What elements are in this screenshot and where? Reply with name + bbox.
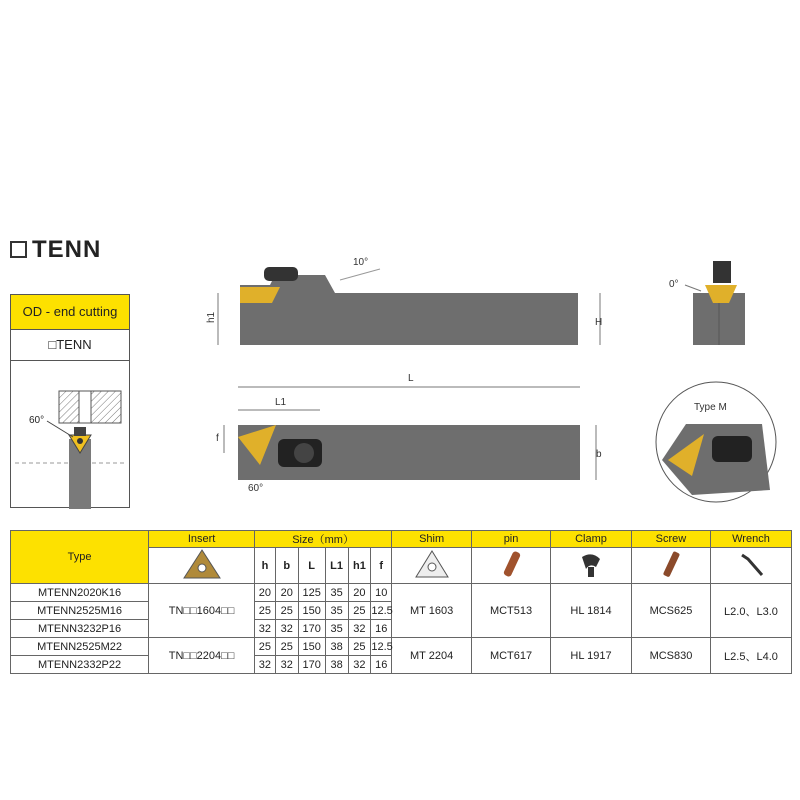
model-cell: MTENN2525M16 (11, 602, 149, 620)
f-label: f (216, 433, 219, 444)
value-f: 16 (371, 656, 392, 674)
clamp-header: Clamp (551, 531, 632, 548)
value-L: 170 (298, 656, 325, 674)
value-b: 32 (275, 656, 298, 674)
value-L: 125 (298, 584, 325, 602)
product-title-text: TENN (32, 236, 102, 263)
L-label: L (408, 373, 414, 384)
h1-label: h1 (206, 311, 217, 323)
angle-60-label: 60° (29, 415, 45, 426)
shim-code-cell: MT 1603 (392, 584, 472, 638)
value-L1: 35 (325, 602, 348, 620)
pin-image-cell (472, 548, 551, 584)
application-subtitle-text: □TENN (48, 337, 92, 352)
model-cell: MTENN2020K16 (11, 584, 149, 602)
value-L: 170 (298, 620, 325, 638)
tool-side-view (200, 245, 620, 355)
value-h1: 25 (348, 602, 371, 620)
checkbox-square-icon (10, 241, 27, 258)
spec-table (10, 530, 792, 674)
pin-code-cell: MCT513 (472, 584, 551, 638)
model-cell: MTENN3232P16 (11, 620, 149, 638)
size-col-b: b (275, 548, 298, 584)
size-col-h: h (255, 548, 276, 584)
clamp-image-cell (551, 548, 632, 584)
wrench-header: Wrench (710, 531, 791, 548)
value-f: 12.5 (371, 638, 392, 656)
screw-header: Screw (632, 531, 711, 548)
top-60-label: 60° (248, 483, 264, 494)
type-m-label: Type M (694, 402, 727, 413)
value-L: 150 (298, 602, 325, 620)
value-h: 25 (255, 638, 276, 656)
type-m-detail (652, 380, 782, 505)
value-h1: 20 (348, 584, 371, 602)
tool-top-view (216, 365, 640, 500)
value-f: 16 (371, 620, 392, 638)
value-h: 25 (255, 602, 276, 620)
value-b: 20 (275, 584, 298, 602)
tool-end-view (665, 255, 755, 350)
value-h: 32 (255, 656, 276, 674)
value-f: 10 (371, 584, 392, 602)
size-header: Size（mm） (255, 531, 392, 548)
pin-icon (496, 549, 526, 579)
clamp-code-cell: HL 1917 (551, 638, 632, 674)
size-col-h1: h1 (348, 548, 371, 584)
value-h1: 25 (348, 638, 371, 656)
pin-header: pin (472, 531, 551, 548)
application-subtitle (11, 330, 129, 361)
H-label: H (595, 317, 603, 328)
value-h1: 32 (348, 656, 371, 674)
application-box (10, 294, 130, 508)
wrench-code-cell: L2.0、L3.0 (710, 584, 791, 638)
hex-wrench-icon (734, 549, 768, 579)
shim-image-cell (392, 548, 472, 584)
value-h: 32 (255, 620, 276, 638)
value-b: 32 (275, 620, 298, 638)
value-L1: 35 (325, 620, 348, 638)
clamp-icon (576, 549, 606, 579)
side-angle-label: 10° (353, 257, 369, 268)
value-f: 12.5 (371, 602, 392, 620)
pin-code-cell: MCT617 (472, 638, 551, 674)
value-L1: 38 (325, 656, 348, 674)
L1-label: L1 (275, 397, 287, 408)
screw-image-cell (632, 548, 711, 584)
insert-image-cell (149, 548, 255, 584)
end-cutting-diagram (11, 361, 129, 509)
end-angle-label: 0° (669, 279, 679, 290)
shim-code-cell: MT 2204 (392, 638, 472, 674)
value-L: 150 (298, 638, 325, 656)
value-h: 20 (255, 584, 276, 602)
wrench-image-cell (710, 548, 791, 584)
triangle-insert-icon (182, 548, 222, 580)
value-L1: 38 (325, 638, 348, 656)
size-col-L1: L1 (325, 548, 348, 584)
size-col-L: L (298, 548, 325, 584)
shim-header: Shim (392, 531, 472, 548)
clamp-code-cell: HL 1814 (551, 584, 632, 638)
screw-icon (656, 549, 686, 579)
b-label: b (596, 449, 602, 460)
product-title (10, 236, 101, 264)
value-b: 25 (275, 602, 298, 620)
shim-icon (414, 549, 450, 579)
type-header: Type (11, 531, 149, 584)
size-col-f: f (371, 548, 392, 584)
screw-code-cell: MCS830 (632, 638, 711, 674)
model-cell: MTENN2332P22 (11, 656, 149, 674)
value-b: 25 (275, 638, 298, 656)
insert-code-cell: TN□□1604□□ (149, 584, 255, 638)
application-header: OD - end cutting (11, 295, 129, 330)
value-h1: 32 (348, 620, 371, 638)
wrench-code-cell: L2.5、L4.0 (710, 638, 791, 674)
screw-code-cell: MCS625 (632, 584, 711, 638)
insert-header: Insert (149, 531, 255, 548)
model-cell: MTENN2525M22 (11, 638, 149, 656)
insert-code-cell: TN□□2204□□ (149, 638, 255, 674)
value-L1: 35 (325, 584, 348, 602)
